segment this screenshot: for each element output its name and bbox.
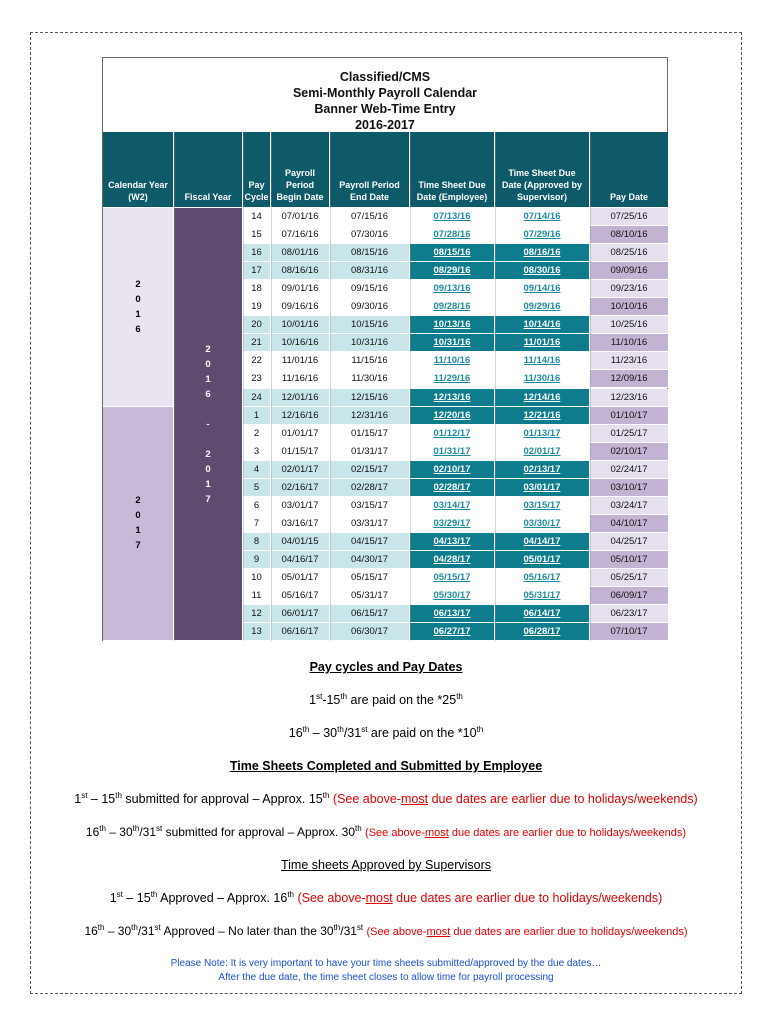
submit-line-2 [30, 825, 742, 839]
column-divider [243, 132, 244, 641]
sup: th [150, 889, 158, 899]
end-date-cell: 07/15/16 [330, 208, 410, 226]
ts-due-cell: 06/13/17 [410, 605, 495, 623]
approve-line-1 [30, 891, 742, 905]
sup: th [287, 889, 294, 899]
end-date-cell: 11/15/16 [330, 352, 410, 370]
sup: th [337, 724, 344, 734]
column-divider [590, 132, 591, 641]
begin-date-cell: 07/16/16 [271, 226, 330, 244]
ts-approve-cell: 11/01/16 [495, 334, 590, 352]
pay-cycle-cell: 12 [243, 605, 271, 623]
sup: st [81, 790, 88, 800]
red-most: most [365, 891, 393, 905]
red-most: most [401, 792, 429, 806]
vertical-char: 7 [205, 493, 211, 505]
vertical-char: 2 [205, 343, 211, 355]
text: 16 [85, 825, 100, 839]
pay-cycle-cell: 2 [243, 425, 271, 443]
ts-approve-cell: 07/29/16 [495, 226, 590, 244]
vertical-char: 2 [205, 448, 211, 460]
vertical-char: 2 [135, 495, 141, 507]
vertical-char: 0 [205, 358, 211, 370]
pay-date-cell: 12/09/16 [590, 370, 669, 388]
ts-approve-cell: 03/01/17 [495, 479, 590, 497]
begin-date-cell: 12/16/16 [271, 407, 330, 425]
after-due-note: After the due date, the time sheet closes to allow time for payroll processing [218, 972, 554, 983]
end-date-cell: 06/30/17 [330, 623, 410, 641]
sup: th [355, 824, 362, 833]
text: – 15 [122, 891, 151, 905]
begin-date-cell: 02/16/17 [271, 479, 330, 497]
ts-due-cell: 02/28/17 [410, 479, 495, 497]
begin-date-cell: 07/01/16 [271, 208, 330, 226]
ts-due-cell: 02/10/17 [410, 461, 495, 479]
title-line: Classified/CMS [339, 70, 431, 84]
sup: th [97, 923, 105, 932]
pay-date-cell: 04/25/17 [590, 533, 669, 551]
ts-approve-cell: 04/14/17 [495, 533, 590, 551]
ts-approve-cell: 06/28/17 [495, 623, 590, 641]
pay-cycle-cell: 23 [243, 370, 271, 388]
calendar-year-2017-text [135, 493, 140, 553]
vertical-char: 6 [135, 323, 141, 335]
heading-submitted [30, 759, 742, 773]
end-date-cell: 03/15/17 [330, 497, 410, 515]
red-note [367, 926, 688, 938]
submit-line-1 [30, 792, 742, 806]
red-text: due dates are earlier due to holidays/weekends) [448, 827, 687, 839]
begin-date-cell: 01/15/17 [271, 443, 330, 461]
text: – 30 [105, 825, 133, 839]
text: are paid on the *10 [367, 726, 477, 740]
sup: th [131, 923, 138, 932]
calendar-title [103, 58, 667, 131]
begin-date-cell: 09/01/16 [271, 280, 330, 298]
pay-cycle-cell: 8 [243, 533, 271, 551]
begin-date-cell: 02/01/17 [271, 461, 330, 479]
begin-date-cell: 01/01/17 [271, 425, 330, 443]
begin-date-cell: 05/16/17 [271, 587, 330, 605]
pay-line-1 [30, 693, 742, 707]
red-note [297, 891, 662, 905]
text: 16 [84, 924, 98, 938]
ts-approve-cell: 12/21/16 [495, 407, 590, 425]
ts-due-cell: 06/27/17 [410, 623, 495, 641]
ts-approve-cell: 07/14/16 [495, 208, 590, 226]
ts-due-cell: 12/13/16 [410, 389, 495, 407]
vertical-char: 6 [205, 388, 211, 400]
pay-date-cell: 10/25/16 [590, 316, 669, 334]
text: /31 [137, 924, 155, 938]
red-text: (See above- [366, 926, 427, 938]
ts-approve-cell: 02/01/17 [495, 443, 590, 461]
pay-date-cell: 07/25/16 [590, 208, 669, 226]
fiscal-year-block [174, 208, 243, 641]
begin-date-cell: 08/16/16 [271, 262, 330, 280]
column-divider [410, 132, 411, 641]
pay-cycle-cell: 6 [243, 497, 271, 515]
end-date-cell: 04/30/17 [330, 551, 410, 569]
heading-submit-text: Time Sheets Completed and Submitted by Employee [229, 759, 543, 773]
begin-date-cell: 05/01/17 [271, 569, 330, 587]
pay-cycle-cell: 21 [243, 334, 271, 352]
ts-due-cell: 03/29/17 [410, 515, 495, 533]
sup: st [156, 824, 163, 833]
column-divider [330, 132, 331, 641]
ts-approve-cell: 05/01/17 [495, 551, 590, 569]
red-text: (See above- [332, 792, 402, 806]
text: submitted for approval – Approx. 30 [162, 825, 356, 839]
vertical-char: 1 [205, 478, 211, 490]
pay-cycle-cell: 4 [243, 461, 271, 479]
vertical-char [207, 402, 210, 417]
ts-due-cell: 10/13/16 [410, 316, 495, 334]
ts-approve-cell: 08/16/16 [495, 244, 590, 262]
column-divider [174, 132, 175, 641]
pay-date-cell: 02/24/17 [590, 461, 669, 479]
ts-due-cell: 08/15/16 [410, 244, 495, 262]
sup: st [116, 889, 123, 899]
text: /31 [340, 924, 357, 938]
pay-date-cell: 06/23/17 [590, 605, 669, 623]
vertical-char: 1 [135, 525, 141, 537]
red-text: (See above- [297, 891, 366, 905]
red-text: due dates are earlier due to holidays/weekends) [428, 792, 698, 806]
ts-due-cell: 04/28/17 [410, 551, 495, 569]
ts-due-cell: 01/31/17 [410, 443, 495, 461]
ts-approve-cell: 12/14/16 [495, 389, 590, 407]
ts-due-cell: 09/28/16 [410, 298, 495, 316]
ts-approve-cell: 11/14/16 [495, 352, 590, 370]
pay-date-cell: 11/23/16 [590, 352, 669, 370]
ts-approve-cell: 11/30/16 [495, 370, 590, 388]
header-end-date: Payroll Period End Date [330, 132, 410, 208]
pay-line-2 [30, 726, 742, 740]
sup: st [154, 923, 161, 932]
vertical-char: 0 [205, 463, 211, 475]
begin-date-cell: 03/01/17 [271, 497, 330, 515]
header-fiscal-year: Fiscal Year [174, 132, 243, 208]
title-line: 2016-2017 [355, 118, 415, 132]
red-note [333, 792, 698, 806]
end-date-cell: 10/15/16 [330, 316, 410, 334]
end-date-cell: 06/15/17 [330, 605, 410, 623]
vertical-char: 7 [135, 540, 141, 552]
begin-date-cell: 12/01/16 [271, 389, 330, 407]
ts-approve-cell: 03/15/17 [495, 497, 590, 515]
ts-approve-cell: 09/29/16 [495, 298, 590, 316]
pay-cycle-cell: 5 [243, 479, 271, 497]
text: 16 [288, 726, 303, 740]
end-date-cell: 01/15/17 [330, 425, 410, 443]
ts-due-cell: 10/31/16 [410, 334, 495, 352]
text: /31 [343, 726, 362, 740]
column-divider [495, 132, 496, 641]
pay-cycle-cell: 22 [243, 352, 271, 370]
begin-date-cell: 04/16/17 [271, 551, 330, 569]
end-date-cell: 02/28/17 [330, 479, 410, 497]
vertical-char: 0 [135, 510, 141, 522]
pay-cycle-cell: 14 [243, 208, 271, 226]
heading-approve-text: Time sheets Approved by Supervisors [280, 858, 492, 872]
please-note: Please Note: It is very important to have your time sheets submitted/approved by the due dates… [170, 958, 602, 969]
pay-cycle-cell: 16 [243, 244, 271, 262]
ts-due-cell: 11/10/16 [410, 352, 495, 370]
begin-date-cell: 09/16/16 [271, 298, 330, 316]
sup: th [322, 790, 330, 800]
ts-approve-cell: 03/30/17 [495, 515, 590, 533]
title-line: Banner Web-Time Entry [314, 102, 456, 116]
text: 1 [109, 891, 117, 905]
begin-date-cell: 10/16/16 [271, 334, 330, 352]
column-divider [271, 132, 272, 641]
pay-cycle-cell: 20 [243, 316, 271, 334]
header-ts-due: Time Sheet Due Date (Employee) [410, 132, 495, 208]
ts-due-cell: 09/13/16 [410, 280, 495, 298]
ts-approve-cell: 02/13/17 [495, 461, 590, 479]
ts-approve-cell: 05/16/17 [495, 569, 590, 587]
calendar-year-2016 [103, 208, 174, 407]
end-date-cell: 01/31/17 [330, 443, 410, 461]
pay-date-cell: 01/25/17 [590, 425, 669, 443]
pay-date-cell: 01/10/17 [590, 407, 669, 425]
begin-date-cell: 10/01/16 [271, 316, 330, 334]
approve-line-2 [30, 924, 742, 938]
pay-date-cell: 08/25/16 [590, 244, 669, 262]
ts-due-cell: 07/13/16 [410, 208, 495, 226]
text: submitted for approval – Approx. 15 [121, 792, 323, 806]
calendar-year-2016-text [135, 277, 140, 337]
sup: th [456, 691, 463, 701]
begin-date-cell: 08/01/16 [271, 244, 330, 262]
header-calendar-year: Calendar Year (W2) [103, 132, 174, 208]
vertical-char [207, 432, 210, 447]
end-date-cell: 09/30/16 [330, 298, 410, 316]
pay-cycle-cell: 7 [243, 515, 271, 533]
begin-date-cell: 11/01/16 [271, 352, 330, 370]
pay-date-cell: 09/23/16 [590, 280, 669, 298]
text: Approved – No later than the 30 [160, 924, 334, 938]
title-line: Semi-Monthly Payroll Calendar [292, 86, 478, 100]
end-date-cell: 10/31/16 [330, 334, 410, 352]
ts-due-cell: 07/28/16 [410, 226, 495, 244]
begin-date-cell: 03/16/17 [271, 515, 330, 533]
ts-due-cell: 03/14/17 [410, 497, 495, 515]
text: 1 [74, 792, 82, 806]
red-text: (See above- [365, 827, 425, 839]
payroll-calendar-table [102, 57, 668, 641]
pay-date-cell: 05/10/17 [590, 551, 669, 569]
sup: th [115, 790, 122, 800]
pay-date-cell: 03/24/17 [590, 497, 669, 515]
begin-date-cell: 11/16/16 [271, 370, 330, 388]
red-text: due dates are earlier due to holidays/weekends) [450, 926, 688, 938]
pay-cycle-cell: 10 [243, 569, 271, 587]
ts-due-cell: 12/20/16 [410, 407, 495, 425]
sup: th [333, 923, 341, 932]
ts-due-cell: 08/29/16 [410, 262, 495, 280]
end-date-cell: 11/30/16 [330, 370, 410, 388]
text: are paid on the *25 [347, 693, 457, 707]
text: – 30 [104, 924, 132, 938]
text: – 15 [87, 792, 116, 806]
heading-pay-cycles [30, 660, 742, 674]
sup: th [99, 824, 106, 833]
sup: th [302, 724, 310, 734]
pay-date-cell: 11/10/16 [590, 334, 669, 352]
end-date-cell: 07/30/16 [330, 226, 410, 244]
begin-date-cell: 06/01/17 [271, 605, 330, 623]
header-pay-cycle: Pay Cycle [243, 132, 271, 208]
text: Approved – Approx. 16 [157, 891, 288, 905]
red-most: most [424, 827, 449, 839]
vertical-char: 2 [135, 278, 141, 290]
pay-cycle-cell: 18 [243, 280, 271, 298]
pay-date-cell: 10/10/16 [590, 298, 669, 316]
pay-cycle-cell: 24 [243, 389, 271, 407]
end-date-cell: 08/31/16 [330, 262, 410, 280]
sup: th [476, 724, 484, 734]
text: 1 [309, 693, 317, 707]
pay-cycle-cell: 9 [243, 551, 271, 569]
ts-approve-cell: 10/14/16 [495, 316, 590, 334]
vertical-char: 1 [135, 308, 141, 320]
begin-date-cell: 04/01/15 [271, 533, 330, 551]
header-begin-date: Payroll Period Begin Date [271, 132, 330, 208]
end-date-cell: 05/15/17 [330, 569, 410, 587]
pay-cycle-cell: 3 [243, 443, 271, 461]
heading-pay-text: Pay cycles and Pay Dates [309, 660, 463, 674]
calendar-year-2017 [103, 407, 174, 642]
end-date-cell: 04/15/17 [330, 533, 410, 551]
vertical-char: - [206, 418, 210, 430]
ts-approve-cell: 05/31/17 [495, 587, 590, 605]
pay-cycle-cell: 1 [243, 407, 271, 425]
ts-due-cell: 05/30/17 [410, 587, 495, 605]
pay-cycle-cell: 19 [243, 298, 271, 316]
end-date-cell: 08/15/16 [330, 244, 410, 262]
end-date-cell: 05/31/17 [330, 587, 410, 605]
end-date-cell: 12/15/16 [330, 389, 410, 407]
end-date-cell: 03/31/17 [330, 515, 410, 533]
ts-due-cell: 04/13/17 [410, 533, 495, 551]
sup: st [356, 923, 364, 932]
pay-cycle-cell: 17 [243, 262, 271, 280]
ts-approve-cell: 08/30/16 [495, 262, 590, 280]
end-date-cell: 09/15/16 [330, 280, 410, 298]
sup: th [132, 824, 140, 833]
text: – 30 [309, 726, 338, 740]
vertical-char: 0 [135, 293, 141, 305]
ts-due-cell: 01/12/17 [410, 425, 495, 443]
end-date-cell: 12/31/16 [330, 407, 410, 425]
pay-date-cell: 08/10/16 [590, 226, 669, 244]
pay-date-cell: 09/09/16 [590, 262, 669, 280]
ts-approve-cell: 09/14/16 [495, 280, 590, 298]
header-pay-date: Pay Date [590, 132, 669, 208]
pay-date-cell: 12/23/16 [590, 389, 669, 407]
pay-date-cell: 03/10/17 [590, 479, 669, 497]
vertical-char: 1 [205, 373, 211, 385]
pay-cycle-cell: 15 [243, 226, 271, 244]
pay-date-cell: 02/10/17 [590, 443, 669, 461]
pay-cycle-cell: 11 [243, 587, 271, 605]
pay-date-cell: 06/09/17 [590, 587, 669, 605]
red-note [365, 827, 686, 839]
red-text: due dates are earlier due to holidays/weekends) [392, 891, 663, 905]
ts-approve-cell: 01/13/17 [495, 425, 590, 443]
pay-date-cell: 05/25/17 [590, 569, 669, 587]
ts-due-cell: 11/29/16 [410, 370, 495, 388]
pay-date-cell: 07/10/17 [590, 623, 669, 641]
text: /31 [139, 825, 156, 839]
end-date-cell: 02/15/17 [330, 461, 410, 479]
begin-date-cell: 06/16/17 [271, 623, 330, 641]
sup: th [340, 691, 348, 701]
pay-cycle-cell: 13 [243, 623, 271, 641]
text: -15 [322, 693, 341, 707]
sup: st [316, 691, 323, 701]
sup: st [361, 724, 368, 734]
fiscal-year-text [205, 342, 210, 507]
heading-approved [30, 858, 742, 872]
ts-approve-cell: 06/14/17 [495, 605, 590, 623]
red-most: most [426, 926, 451, 938]
header-ts-approve: Time Sheet Due Date (Approved by Supervisor) [495, 132, 590, 208]
pay-date-cell: 04/10/17 [590, 515, 669, 533]
ts-due-cell: 05/15/17 [410, 569, 495, 587]
